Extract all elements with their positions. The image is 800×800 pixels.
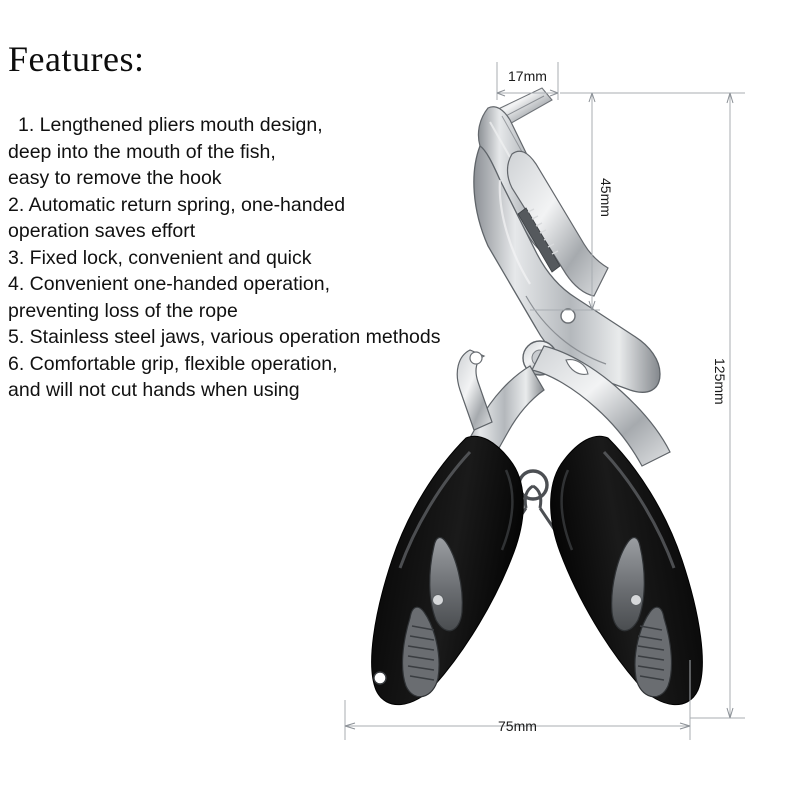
dimension-label-45mm: 45mm <box>598 178 614 217</box>
feature-line: deep into the mouth of the fish, <box>8 140 276 163</box>
feature-line: easy to remove the hook <box>8 167 222 189</box>
dimension-label-17mm: 17mm <box>508 68 547 84</box>
feature-line: and will not cut hands when using <box>8 379 300 401</box>
page-title: Features: <box>8 39 145 79</box>
feature-line: 2. Automatic return spring, one-handed <box>8 193 346 216</box>
feature-line: operation saves effort <box>8 220 196 242</box>
feature-line: 4. Convenient one-handed operation, <box>8 273 330 295</box>
dimension-label-125mm: 125mm <box>712 358 728 405</box>
feature-line: 3. Fixed lock, convenient and quick <box>8 246 312 269</box>
feature-line: 5. Stainless steel jaws, various operation methods <box>8 326 441 348</box>
feature-line: 6. Comfortable grip, flexible operation, <box>8 352 338 375</box>
feature-line: 1. Lengthened pliers mouth design, <box>18 114 323 136</box>
feature-line: preventing loss of the rope <box>8 299 238 322</box>
dimension-label-75mm: 75mm <box>498 718 537 734</box>
